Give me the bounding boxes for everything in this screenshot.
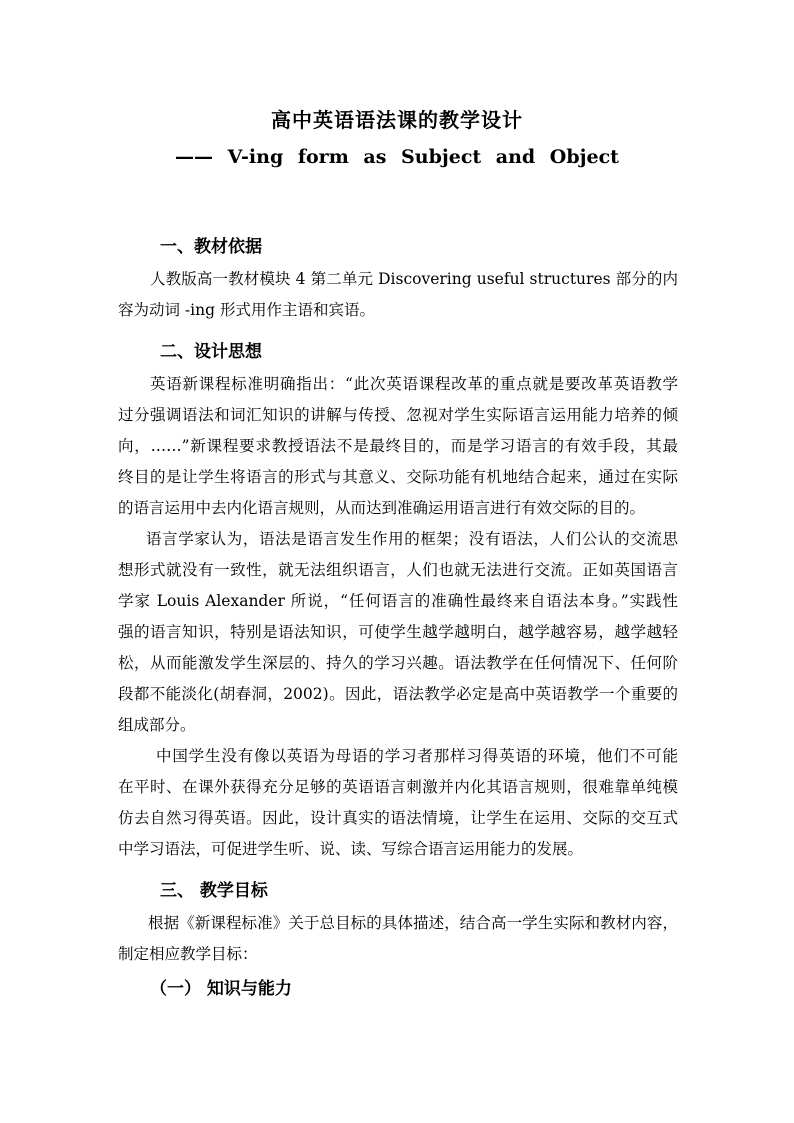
section-3-line-2: 制定相应教学目标： xyxy=(118,945,258,963)
section-3-line-1: 根据《新课程标准》关于总目标的具体描述，结合高一学生实际和教材内容， xyxy=(148,914,678,932)
section-2-line-11: 段都不能淡化(胡春洞，2002)。因此，语法教学必定是高中英语教学一个重要的 xyxy=(118,685,678,703)
section-2-line-1: 英语新课程标准明确指出：“此次英语课程改革的重点就是要改革英语教学 xyxy=(150,375,678,393)
section-2-line-8: 学家 Louis Alexander 所说，“任何语言的准确性最终来自语法本身。”实践性 xyxy=(118,592,678,610)
section-2-line-12: 组成部分。 xyxy=(118,716,196,734)
section-2-line-10: 松，从而能激发学生深层的、持久的学习兴趣。语法教学在任何情况下、任何阶 xyxy=(118,654,678,672)
section-2-line-7: 想形式就没有一致性，就无法组织语言，人们也就无法进行交流。正如英国语言 xyxy=(118,561,678,579)
section-heading-2: 二、设计思想 xyxy=(160,342,262,362)
section-2-line-2: 过分强调语法和词汇知识的讲解与传授、忽视对学生实际语言运用能力培养的倾 xyxy=(118,406,678,424)
document-subtitle: —— V-ing form as Subject and Object xyxy=(175,146,619,168)
section-2-line-3: 向，……”新课程要求教授语法不是最终目的，而是学习语言的有效手段，其最 xyxy=(118,437,678,455)
section-2-line-9: 强的语言知识，特别是语法知识，可使学生越学越明白，越学越容易，越学越轻 xyxy=(118,623,678,641)
section-2-line-16: 中学习语法，可促进学生听、说、读、写综合语言运用能力的发展。 xyxy=(118,840,584,858)
section-1-line-1: 人教版高一教材模块 4 第二单元 Discovering useful structures 部分的内 xyxy=(150,270,678,288)
section-heading-1: 一、教材依据 xyxy=(160,237,262,257)
section-2-line-6: 语言学家认为，语法是语言发生作用的框架；没有语法，人们公认的交流思 xyxy=(146,530,678,548)
document-title: 高中英语语法课的教学设计 xyxy=(271,108,523,132)
section-heading-3: 三、 教学目标 xyxy=(160,881,268,901)
subsection-heading-knowledge-ability: （一） 知识与能力 xyxy=(150,979,292,999)
section-2-line-4: 终目的是让学生将语言的形式与其意义、交际功能有机地结合起来，通过在实际 xyxy=(118,468,678,486)
section-2-line-5: 的语言运用中去内化语言规则，从而达到准确运用语言进行有效交际的目的。 xyxy=(118,499,646,517)
section-2-line-15: 仿去自然习得英语。因此，设计真实的语法情境，让学生在运用、交际的交互式 xyxy=(118,809,678,827)
section-2-line-13: 中国学生没有像以英语为母语的学习者那样习得英语的环境，他们不可能 xyxy=(156,747,678,765)
section-1-line-2: 容为动词 -ing 形式用作主语和宾语。 xyxy=(118,301,375,319)
section-2-line-14: 在平时、在课外获得充分足够的英语语言刺激并内化其语言规则，很难靠单纯模 xyxy=(118,778,678,796)
